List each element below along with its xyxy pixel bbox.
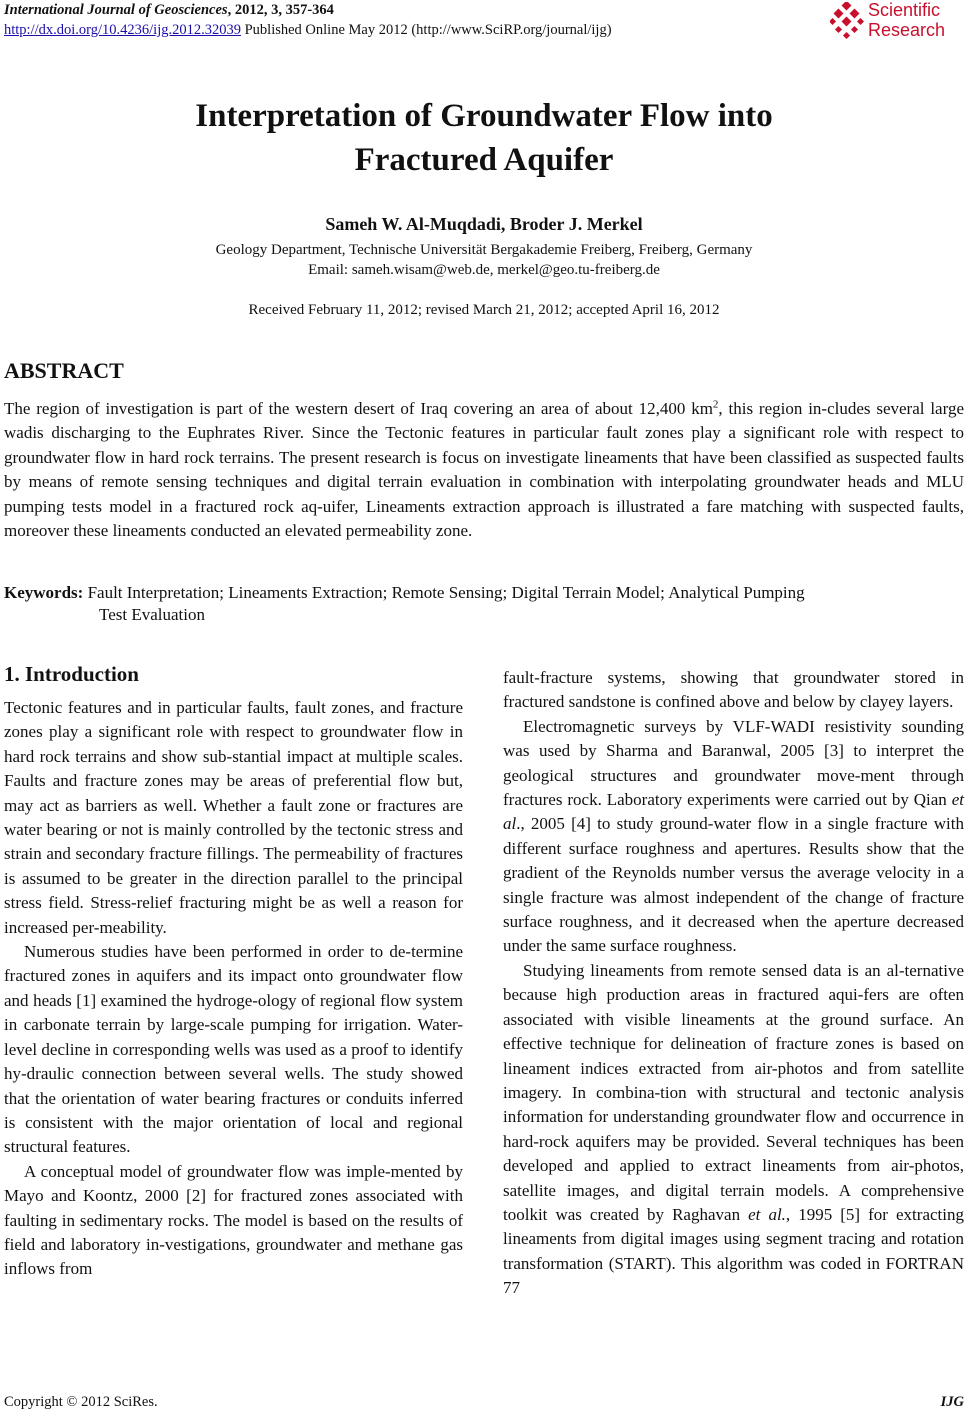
page-footer [4,1394,964,1411]
affiliation: Geology Department, Technische Universität Bergakademie Freiberg, Freiberg, Germany [215,242,753,258]
paragraph-italic: et al. [748,1204,786,1224]
left-column [4,660,463,1282]
paragraph: A conceptual model of groundwater flow was imple-mented by Mayo and Koontz, 2000 [2] for fractured zones associated with faulting in sedimentary rocks. The model is based on the results of field and laboratory in-vestigations, groundwater and methane gas inflows from [4,1161,463,1279]
journal-abbreviation: IJG [940,1394,964,1410]
abstract-text-part1: The region of investigation is part of the western desert of Iraq covering an area of about 12,400 km [4,399,713,418]
paper-title-line2: Fractured Aquifer [354,142,614,178]
abstract-text [4,397,964,543]
logo-mark-icon [830,2,864,42]
keywords-label: Keywords: [4,583,84,602]
abstract-heading: ABSTRACT [4,358,124,383]
logo-text [868,0,945,40]
logo-text-line2: Research [868,20,946,40]
doi-line [4,20,612,40]
paper-title [0,94,968,182]
email: Email: sameh.wisam@web.de, merkel@geo.tu-freiberg.de [308,262,660,278]
journal-header [4,0,334,20]
journal-volume: , 2012, 3, 357-364 [227,2,334,18]
logo-text-line1: Scientific [868,0,941,20]
paragraph [503,715,964,959]
published-info: Published Online May 2012 (http://www.SciRP.org/journal/ijg) [240,22,612,38]
abstract-text-part2: , this region in-cludes several large wadis discharging to the Euphrates River. Since the Tectonic features in particular fault zones play a significant role with respect to groundwater flow in hard rock terrains. The present research is focus on investigate lineaments that have been classified as suspected faults by means of remote sensing techniques and digital terrain evaluation in combination with interpolating groundwater heads and MLU pumping tests model in a fractured rock aq-uifer, Lineaments extraction approach is illustrated a fare matching with suspected faults, moreover these lineaments conducted an elevated permeability zone. [4,399,964,541]
right-column [503,666,964,1301]
journal-name: International Journal of Geosciences [4,2,228,18]
doi-link[interactable]: http://dx.doi.org/10.4236/ijg.2012.32039 [4,22,241,38]
section-heading: 1. Introduction [4,662,139,686]
publisher-logo [830,0,966,44]
paragraph-italic: et al [503,790,964,834]
paragraph [503,959,964,1301]
paper-title-line1: Interpretation of Groundwater Flow into [195,98,773,134]
keywords [4,582,964,626]
paragraph-text: , 1995 [5] for extracting lineaments from digital images using segment tracing and rotation transformation (START). This algorithm was coded in FORTRAN 77 [503,1204,964,1298]
paragraph: Numerous studies have been performed in order to de-termine fractured zones in aquifers and its impact onto groundwater flow and heads [1] examined the hydroge-ology of regional flow system in carbonate terrain by large-scale pumping for irrigation. Water-level decline in corresponding wells was used as a proof to identify hy-draulic connection between several wells. The study showed that the orientation of water bearing fractures or conduits inferred is consistent with the major orientation of local and regional structural features. [4,942,463,1157]
paragraph: fault-fracture systems, showing that groundwater stored in fractured sandstone is confined above and below by clayey layers. [503,668,964,712]
abstract-superscript: 2 [712,398,719,411]
paragraph-text: ., 2005 [4] to study ground-water flow in a single fracture with different surface roughness and apertures. Results show that the gradient of the Reynolds number versus the average velocity in a single fracture was almost independent of the change of fracture surface roughness, and it decreased when the aperture decreased under the same surface roughness. [503,814,964,956]
copyright: Copyright © 2012 SciRes. [4,1394,158,1410]
paragraph-text: Studying lineaments from remote sensed data is an al-ternative because high production areas in fractured aqui-fers are often associated with visible lineaments at the ground surface. An effective technique for delineation of fracture zones is based on lineament indices extracted from air-photos and from satellite imagery. In combina-tion with structural and tectonic analysis information for understanding groundwater flow and occurrence in hard-rock aquifers may be provided. Several techniques has been developed and applied to extract lineaments from air-photos, satellite images, and digital terrain models. A comprehensive toolkit was created by Raghavan [503,960,964,1224]
received-dates: Received February 11, 2012; revised March 21, 2012; accepted April 16, 2012 [248,302,720,318]
affiliation-block [0,240,968,280]
paragraph: Tectonic features and in particular faults, fault zones, and fracture zones play a significant role with respect to groundwater flow in hard rock terrains and show sub-stantial impact at multiple scales. Faults and fracture zones may be areas of preferential flow but, may act as barriers as well. Whether a fault zone or fractures are water bearing or not is mainly controlled by the tectonic stress and strain and secondary fracture fillings. The permeability of fractures is assumed to be greater in the direction parallel to the principal stress field. Stress-relief fracturing might be as well a reason for increased per-meability. [4,698,463,937]
authors: Sameh W. Al-Muqdadi, Broder J. Merkel [325,214,643,234]
paragraph-text: Electromagnetic surveys by VLF-WADI resistivity sounding was used by Sharma and Baranwal, 2005 [3] to interpret the geological structures and groundwater move-ment through fractures rock. Laboratory experiments were carried out by Qian [503,716,964,810]
keywords-line1: Fault Interpretation; Lineaments Extraction; Remote Sensing; Digital Terrain Model; Analytical Pumping [83,583,805,602]
keywords-line2: Test Evaluation [99,605,205,624]
